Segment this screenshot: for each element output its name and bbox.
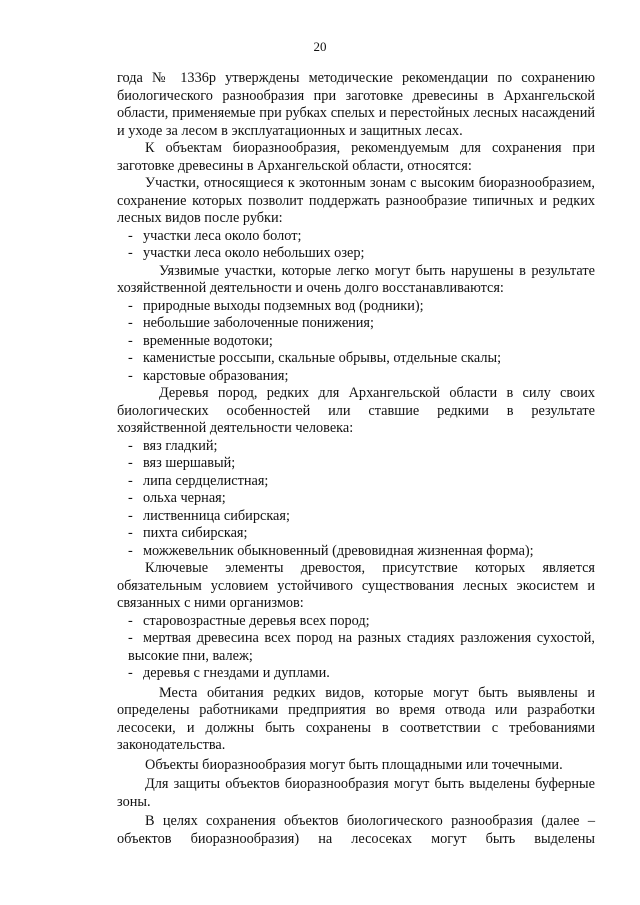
list-item: - вяз шершавый; [128,455,236,471]
list-item: - небольшие заболоченные понижения; [128,315,374,331]
list-item: - природные выходы подземных вод (родники); [128,297,424,314]
list-item: - пихта сибирская; [128,525,248,541]
paragraph-ecotone-areas: Участки, относящиеся к экотонным зонам с высоким биоразнообразием, сохранение которых позволит поддержать разнообразие типичных и редких лесных видов после рубки: [117,175,595,226]
list-item: - карстовые образования; [128,367,289,384]
list-item: - старовозрастные деревья всех пород; [128,612,370,629]
key-elements-list [117,613,595,683]
list-item: - можжевельник обыкновенный (древовидная жизненная форма); [128,542,534,559]
list-item: - вяз гладкий; [128,437,218,454]
ecotone-list [117,228,595,263]
list-item: - участки леса около небольших озер; [128,245,365,261]
page-body [117,70,595,848]
list-item: - липа сердцелистная; [128,472,269,489]
list-item: - каменистые россыпи, скальные обрывы, отдельные скалы; [128,350,502,366]
paragraph-decree: года № 1336р утверждены методические рекомендации по сохранению биологического разнообразия при заготовке древесины в Архангельской области, применяемые при рубках спелых и перестойных лесных насаждений и уходе за лесом в эксплуатационных и защитных лесах. [117,70,595,139]
paragraph-rare-species-habitats: Места обитания редких видов, которые могут быть выявлены и определены работниками предприятия во время отвода или разработки лесосеки, и должны быть сохранены в соответствии с требованиями законодательства. [117,684,595,753]
paragraph-rare-trees: Деревья пород, редких для Архангельской области в силу своих биологических особенностей или ставшие редкими в результате хозяйственной деятельности человека: [117,385,595,436]
list-item: - временные водотоки; [128,332,273,349]
rare-trees-list [117,438,595,561]
list-item: - ольха черная; [128,490,226,506]
paragraph-object-types: Объекты биоразнообразия могут быть площадными или точечными. [145,756,563,773]
paragraph-buffer-zones: Для защиты объектов биоразнообразия могут быть выделены буферные зоны. [117,776,595,810]
paragraph-vulnerable-areas: Уязвимые участки, которые легко могут быть нарушены в результате хозяйственной деятельности и очень долго восстанавливаются: [117,262,595,296]
paragraph-key-elements: Ключевые элементы древостоя, присутствие которых является обязательным условием устойчивого существования лесных экосистем и связанных с ними организмов: [117,560,595,611]
list-item: - мертвая древесина всех пород на разных стадиях разложения сухостой, высокие пни, валеж; [128,630,595,664]
paragraph-objects-intro: К объектам биоразнообразия, рекомендуемым для сохранения при заготовке древесины в Архангельской области, относятся: [117,140,595,174]
page-number: 20 [313,39,327,54]
paragraph-conservation-purposes: В целях сохранения объектов биологического разнообразия (далее – объектов биоразнообразия) на лесосеках могут быть выделены [117,813,595,847]
vulnerable-list [117,298,595,386]
list-item: - лиственница сибирская; [128,507,290,524]
list-item: - участки леса около болот; [128,227,302,244]
list-item: - деревья с гнездами и дуплами. [128,665,330,681]
